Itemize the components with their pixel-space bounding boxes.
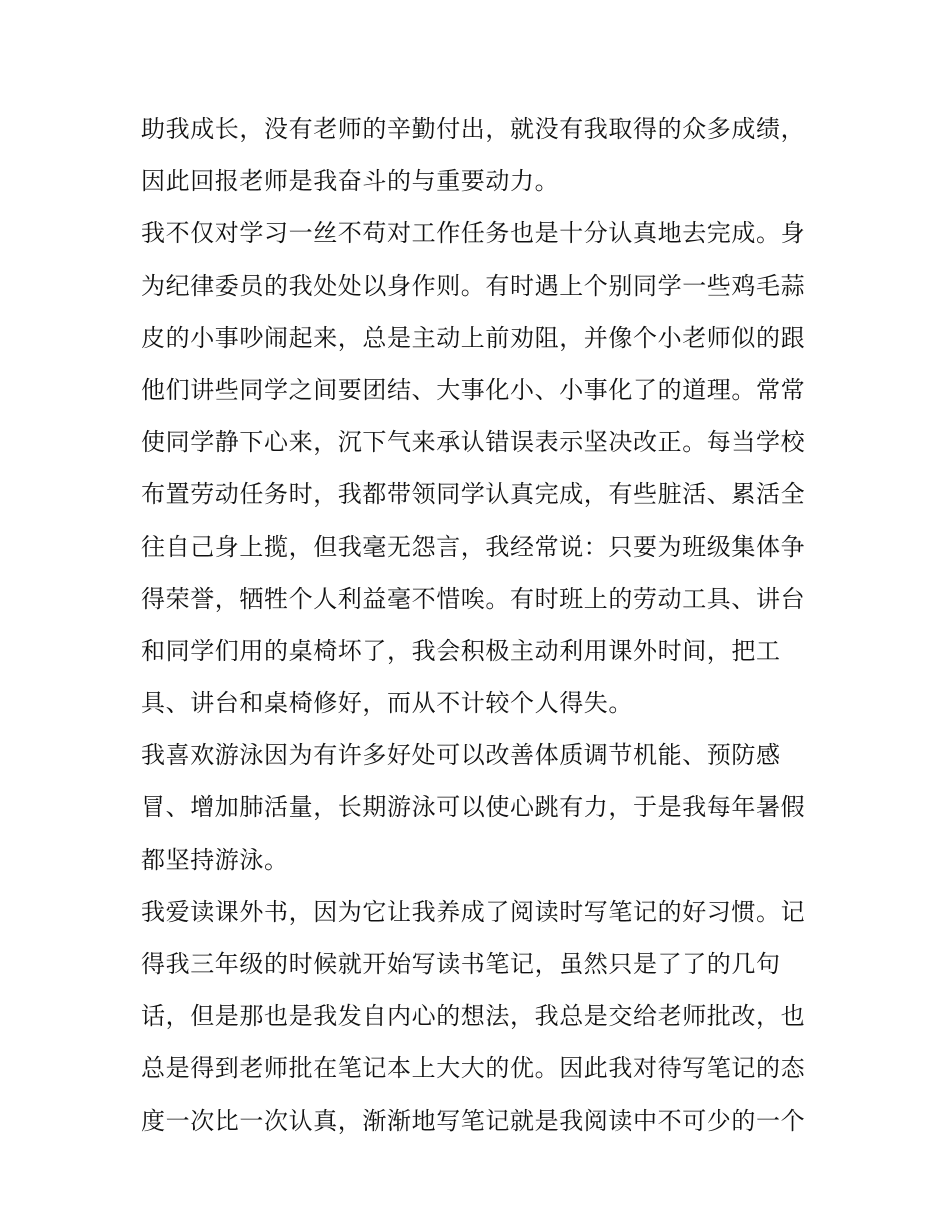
text-line: 都坚持游泳。 xyxy=(141,845,289,874)
body-text xyxy=(141,103,821,1147)
text-line: 因此回报老师是我奋斗的与重要动力。 xyxy=(141,167,560,196)
text-line: 和同学们用的桌椅坏了，我会积极主动利用课外时间，把工 xyxy=(141,636,781,665)
text-line: 助我成长，没有老师的辛勤付出，就没有我取得的众多成绩， xyxy=(141,115,806,143)
text-line: 得我三年级的时候就开始写读书笔记，虽然只是了了的几句 xyxy=(141,950,781,978)
text-line: 往自己身上揽，但我毫无怨言，我经常说：只要为班级集体争 xyxy=(141,532,806,561)
text-line: 得荣誉，牺牲个人利益毫不惜唉。有时班上的劳动工具、讲台 xyxy=(141,584,806,613)
text-line: 皮的小事吵闹起来，总是主动上前劝阻，并像个小老师似的跟 xyxy=(141,323,806,352)
text-line: 布置劳动任务时，我都带领同学认真完成，有些脏活、累活全 xyxy=(141,480,806,509)
text-line: 使同学静下心来，沉下气来承认错误表示坚决改正。每当学校 xyxy=(141,428,806,457)
text-line: 总是得到老师批在笔记本上大大的优。因此我对待写笔记的态 xyxy=(141,1054,806,1083)
text-line: 为纪律委员的我处处以身作则。有时遇上个别同学一些鸡毛蒜 xyxy=(141,271,806,300)
text-line: 具、讲台和桌椅修好，而从不计较个人得失。 xyxy=(141,689,633,718)
text-line: 冒、增加肺活量，长期游泳可以使心跳有力，于是我每年暑假 xyxy=(141,793,806,822)
text-line: 我爱读课外书，因为它让我养成了阅读时写笔记的好习惯。记 xyxy=(141,897,806,926)
text-line: 他们讲些同学之间要团结、大事化小、小事化了的道理。常常 xyxy=(141,375,806,404)
text-line: 我喜欢游泳因为有许多好处可以改善体质调节机能、预防感 xyxy=(141,741,781,770)
text-line: 话，但是那也是我发自内心的想法，我总是交给老师批改，也 xyxy=(141,1002,806,1031)
text-line: 度一次比一次认真，渐渐地写笔记就是我阅读中不可少的一个 xyxy=(141,1106,806,1135)
text-line: 我不仅对学习一丝不苟对工作任务也是十分认真地去完成。身 xyxy=(141,219,806,248)
